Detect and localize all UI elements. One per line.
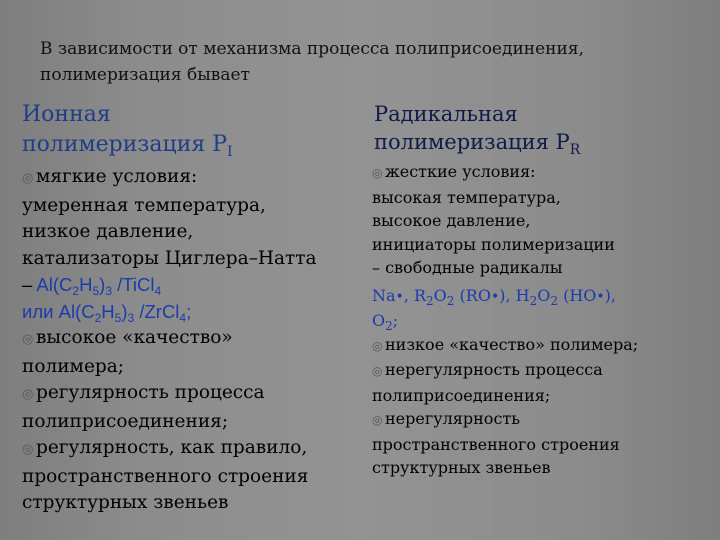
header-line-2: полимеризация бывает	[40, 65, 250, 85]
radical-dot: •	[490, 288, 500, 305]
list-item-text: низкое «качество» полимера;	[385, 334, 639, 354]
radical-heading-line-1: Радикальная	[374, 102, 518, 126]
formula-part: ;	[186, 300, 192, 322]
formula-part: (RO	[454, 285, 491, 305]
list-item	[22, 325, 352, 354]
formula-part: ;	[392, 311, 399, 330]
list-item	[372, 358, 712, 384]
formula-part: H	[101, 300, 115, 322]
list-line: – свободные радикалы	[372, 258, 563, 277]
formula-sub: 2	[94, 310, 102, 325]
formula-sub: 2	[550, 293, 558, 308]
formula-part: )	[121, 300, 128, 322]
list-item-text: нерегулярность процесса	[385, 360, 603, 379]
radical-heading-text: полимеризация P	[374, 130, 570, 154]
list-line: высокое давление,	[372, 211, 531, 230]
target-bullet-icon: ◎	[372, 364, 383, 378]
list-item-text: регулярность, как правило,	[36, 437, 308, 458]
radical-dot: •	[395, 288, 404, 305]
formula-sub: 2	[385, 319, 393, 333]
formula-sub: 2	[426, 293, 434, 308]
formula-part: O	[433, 285, 447, 305]
list-item	[372, 160, 712, 186]
formula-part: Al(C	[36, 274, 73, 295]
list-line: высокая температура,	[372, 187, 561, 207]
catalyst-formula-1	[22, 272, 352, 299]
ionic-column	[22, 100, 352, 517]
radical-heading-subscript: R	[569, 142, 581, 158]
formula-part: O	[372, 311, 386, 330]
formula-sub: 3	[127, 310, 135, 325]
formula-part: /TiCl	[112, 274, 155, 295]
formula-sub: 2	[72, 284, 80, 298]
list-item	[22, 435, 352, 464]
list-line: пространственного строения	[22, 465, 309, 487]
formula-part: Al(C	[58, 300, 95, 322]
ionic-heading-line-1: Ионная	[22, 102, 111, 127]
formula-part: O	[537, 285, 551, 305]
list-item	[22, 164, 352, 193]
ionic-heading-subscript: I	[227, 144, 233, 160]
radical-heading-line-2	[374, 128, 712, 156]
target-bullet-icon: ◎	[372, 166, 383, 180]
formula-sub: 2	[446, 293, 455, 308]
formula-part: ),	[604, 285, 616, 305]
target-bullet-icon: ◎	[22, 442, 34, 457]
formula-sub: 4	[154, 284, 162, 298]
radical-heading	[374, 100, 712, 156]
formula-sub: 5	[114, 310, 122, 325]
formula-sub: 4	[179, 310, 187, 325]
ionic-heading-line-2	[22, 130, 352, 160]
target-bullet-icon: ◎	[372, 338, 383, 353]
target-bullet-icon: ◎	[22, 171, 34, 186]
list-line: инициаторы полимеризации	[372, 234, 615, 254]
list-item-text: жесткие условия:	[385, 162, 536, 181]
ionic-body	[22, 164, 352, 517]
list-line: умеренная температура,	[22, 194, 266, 216]
list-line: полиприсоединения;	[372, 385, 551, 405]
target-bullet-icon: ◎	[372, 413, 383, 427]
radicals-formula-2	[372, 309, 712, 333]
list-item-text: высокое «качество»	[36, 327, 233, 348]
formula-part: /ZrCl	[134, 300, 180, 322]
list-item-text: регулярность процесса	[36, 382, 265, 403]
list-line: структурных звеньев	[372, 458, 551, 477]
formula-part: или	[22, 300, 59, 322]
list-item	[22, 380, 352, 409]
list-line: структурных звеньев	[22, 492, 229, 513]
slide-header	[40, 36, 680, 88]
target-bullet-icon: ◎	[22, 332, 34, 347]
list-item-text: нерегулярность	[385, 409, 520, 428]
catalyst-formula-2	[22, 299, 352, 326]
list-item	[372, 333, 712, 359]
radical-dot: •	[596, 288, 605, 305]
radical-column	[372, 100, 712, 480]
list-item	[372, 407, 712, 433]
list-line: полиприсоединения;	[22, 410, 229, 432]
formula-part: (HO	[557, 285, 597, 305]
formula-part: ), H	[499, 285, 530, 305]
formula-sub: 2	[529, 293, 538, 308]
formula-part: –	[22, 274, 37, 295]
list-line: катализаторы Циглера–Натта	[22, 247, 317, 269]
target-bullet-icon: ◎	[22, 387, 34, 402]
formula-part: )	[99, 274, 106, 295]
header-line-1: В зависимости от механизма процесса полиприсоединения,	[40, 39, 584, 59]
list-line: низкое давление,	[22, 221, 194, 242]
ionic-heading-text: полимеризация P	[22, 132, 228, 157]
formula-part: H	[79, 274, 93, 295]
radicals-formula-1	[372, 284, 712, 310]
ionic-heading	[22, 100, 352, 160]
formula-part: , R	[403, 285, 427, 305]
formula-sub: 5	[92, 284, 100, 298]
formula-sub: 3	[105, 284, 113, 298]
formula-part: Na	[372, 285, 396, 305]
list-item-text: мягкие условия:	[36, 166, 198, 187]
list-line: полимера;	[22, 355, 124, 377]
list-line: пространственного строения	[372, 434, 620, 454]
radical-body	[372, 160, 712, 480]
